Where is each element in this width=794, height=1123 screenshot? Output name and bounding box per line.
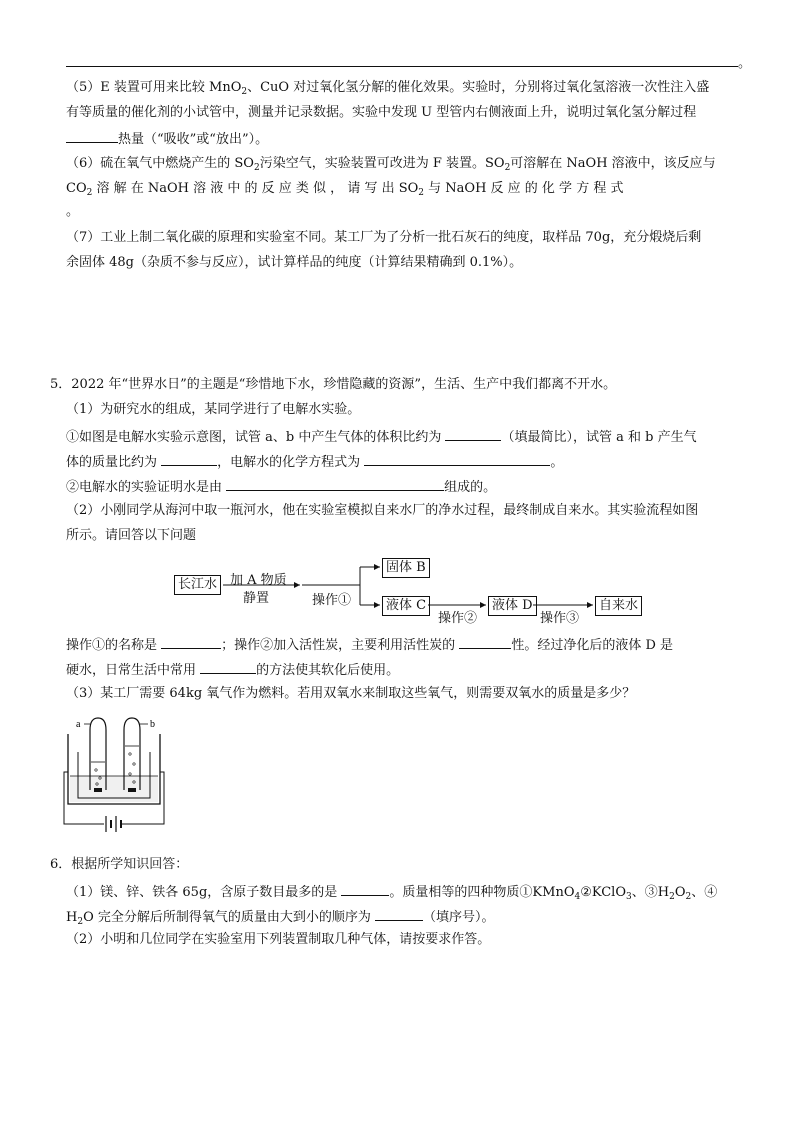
flow-tap-water-box: 自来水: [595, 596, 642, 616]
flow-add-a-label: 加 A 物质: [230, 573, 287, 588]
tube-b-label: b: [150, 719, 155, 730]
q4-part5-line2: 有等质量的催化剂的小试管中，测量并记录数据。实验中发现 U 型管内右侧液面上升，说明过氧化氢分解过程: [66, 105, 697, 120]
answer-blank[interactable]: [459, 636, 511, 649]
q6-part2: （2）小明和几位同学在实验室用下列装置制取几种气体，请按要求作答。: [66, 932, 491, 947]
answer-line-top: 。: [66, 54, 751, 72]
flow-liquid-d-box: 液体 D: [488, 596, 537, 616]
q6-stem: 6．根据所学知识回答：: [50, 857, 189, 872]
q4-part7-line1: （7）工业上制二氧化碳的原理和实验室不同。某工厂为了分析一批石灰石的纯度，取样品 70g，充分煅烧后剩: [66, 230, 702, 245]
q4-part5-line1: （5）E 装置可用来比较 MnO$_2$、CuO 对过氧化氢分解的催化效果。实验时，分别将过氧化氢溶液一次性注入盛: [66, 80, 710, 97]
q5-part2-line2: 所示。请回答以下问题: [66, 528, 197, 543]
q5-part2-line1: （2）小刚同学从海河中取一瓶河水，他在实验室模拟自来水厂的净水过程，最终制成自来水。其实验流程如图: [66, 503, 699, 518]
q5-stem: 5．2022 年“世界水日”的主题是“珍惜地下水，珍惜隐藏的资源”，生活、生产中我们都离不开水。: [50, 377, 617, 392]
q6-part1-line1: （1）镁、锌、铁各 65g，含原子数目最多的是 。质量相等的四种物质①KMnO$_4$②KClO$_3$、$③H_2O_2$、④: [66, 885, 718, 902]
q5-part1-item1-line1: ①如图是电解水实验示意图，试管 a、b 中产生气体的体积比约为 （填最简比），试管 a 和 b 产生气: [66, 430, 697, 445]
flow-liquid-c-box: 液体 C: [382, 596, 430, 616]
answer-blank[interactable]: [161, 636, 221, 649]
flow-source-box: 长江水: [174, 575, 221, 595]
tube-a-label: a: [76, 719, 81, 730]
q5-part1: （1）为研究水的组成，某同学进行了电解水实验。: [66, 402, 361, 417]
flow-op3-label: 操作③: [540, 611, 580, 626]
q4-part6-line3: 。: [66, 204, 80, 219]
q5-part3: （3）某工厂需要 64kg 氧气作为燃料。若用双氧水来制取这些氧气，则需要双氧水的质量是多少？: [66, 686, 636, 701]
q5-part1-item2: ②电解水的实验证明水是由 组成的。: [66, 480, 497, 495]
flow-op2-label: 操作②: [438, 611, 478, 626]
q4-part5-line3: 热量（“吸收”或“放出”）。: [66, 130, 268, 148]
answer-blank[interactable]: [200, 661, 256, 674]
q4-part6-line2: $CO_2$ 溶 解 在 NaOH 溶 液 中 的 反 应 类 似 ， 请 写 出 $SO_2$ 与 NaOH 反 应 的 化 学 方 程 式: [66, 181, 624, 198]
electrolysis-apparatus-image: [60, 712, 170, 837]
q5-part1-item1-line2: 体的质量比约为 ，电解水的化学方程式为 。: [66, 455, 564, 470]
answer-blank[interactable]: [375, 908, 423, 921]
flow-settle-label: 静置: [243, 591, 270, 606]
q6-part1-line2: $H_2O$ 完全分解后所制得氧气的质量由大到小的顺序为 （填序号）。: [66, 910, 495, 927]
q4-part6-line1: （6）硫在氧气中燃烧产生的 $SO_2$污染空气，实验装置可改进为 F 装置。$SO_2$可溶解在 NaOH 溶液中，该反应与: [66, 156, 716, 173]
q5-part2-answer-line1: 操作①的名称是 ；操作②加入活性炭，主要利用活性炭的 性。经过净化后的液体 D 是: [66, 638, 674, 653]
q5-part2-answer-line2: 硬水，日常生活中常用 的方法使其软化后使用。: [66, 663, 400, 678]
answer-blank[interactable]: [341, 883, 389, 896]
flow-op1-label: 操作①: [312, 593, 352, 608]
q4-part7-line2: 余固体 48g（杂质不参与反应），试计算样品的纯度（计算结果精确到 0.1%）。: [66, 255, 523, 270]
flow-solid-b-box: 固体 B: [382, 558, 430, 578]
